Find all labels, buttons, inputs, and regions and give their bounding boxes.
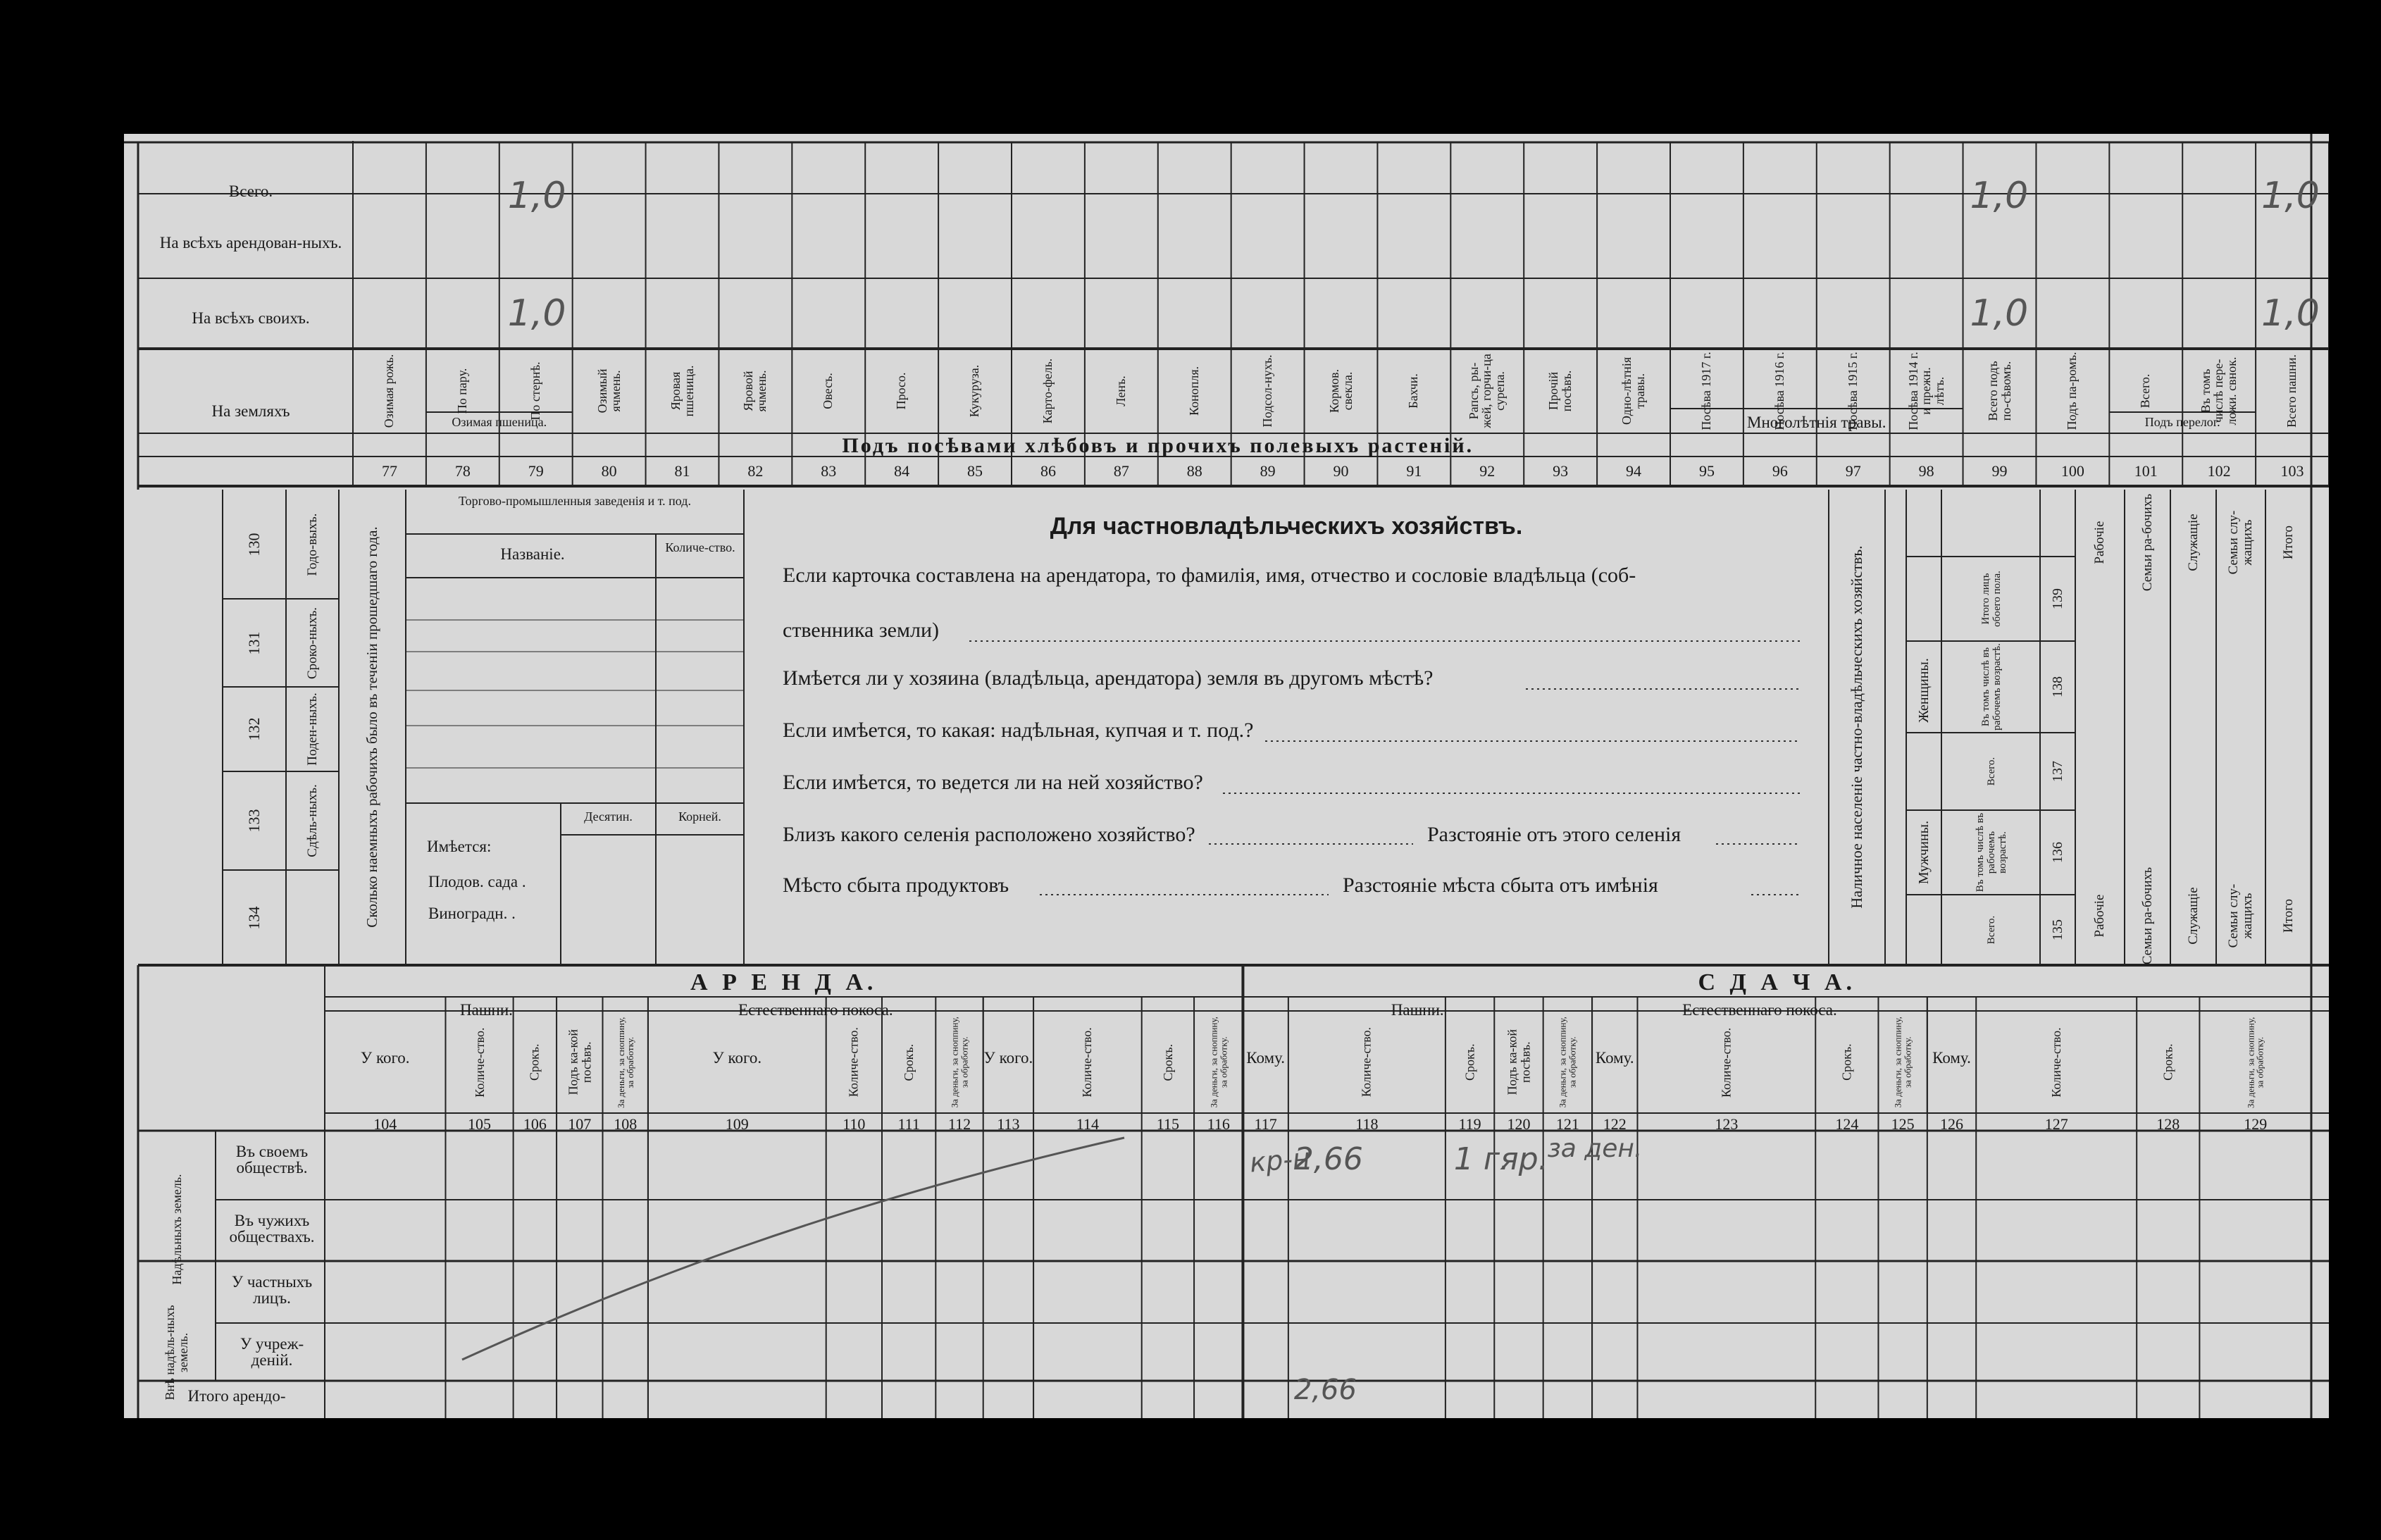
lease-hdr-117: Кому. [1246, 1049, 1286, 1067]
crop-header-77: Озимая рожь. [382, 354, 397, 428]
winter-wheat-label: Озимая пшеница. [452, 415, 547, 429]
trade-qty-header: Количе-ство. [665, 540, 735, 554]
crop-col-num-100: 100 [2060, 462, 2084, 480]
private-line-5: Близъ какого селенiя расположено хозяйство? [783, 823, 1195, 846]
lease-num-118: 118 [1355, 1115, 1379, 1133]
lease-hdr-128: Срокъ. [2161, 1043, 2175, 1081]
desyatin-header: Десятин. [584, 809, 633, 824]
sdacha-banner: С Д А Ч А. [1698, 969, 1856, 995]
staff-bottom-0: Рабочiе [2092, 894, 2108, 938]
hw-rent-118: 2,66 [1293, 1141, 1363, 1177]
lease-hdr-116: За деньги, за сноппину, за обработку. [1208, 1017, 1229, 1108]
staff-top-3: Семьи слу-жащихъ [2226, 510, 2255, 575]
lease-hdr-105: Количе-ство. [472, 1027, 487, 1098]
row-rented-label: На всѣхъ арендован-ныхъ. [159, 234, 342, 252]
hw-total-79: 1,0 [507, 175, 566, 217]
lease-num-106: 106 [523, 1115, 547, 1133]
crop-header-103: Всего пашни. [2284, 354, 2299, 428]
staff-top-1: Семьи ра-бочихъ [2139, 493, 2155, 592]
crop-col-num-90: 90 [1333, 462, 1349, 480]
staff-bottom-4: Итого [2280, 898, 2296, 933]
private-line-8: Разстоянiе мѣста сбыта отъ имѣнiя [1343, 874, 1658, 897]
lease-num-113: 113 [997, 1115, 1020, 1133]
worker-num-133: 133 [245, 809, 263, 833]
row-own-label: На всѣхъ своихъ. [192, 309, 310, 327]
hw-rent-120: яр. [1500, 1141, 1548, 1177]
hw-own-99: 1,0 [1970, 292, 2029, 335]
lease-hdr-107: Подъ ка-кой посѣвъ. [565, 1029, 593, 1095]
crop-col-num-96: 96 [1772, 462, 1788, 480]
crop-header-100: Подъ па-ромъ. [2065, 352, 2080, 430]
crop-col-num-85: 85 [967, 462, 983, 480]
staff-top-4: Итого [2280, 525, 2296, 560]
pop-col-label-139: Итого лицъ обоего пола. [1980, 571, 2003, 627]
hw-rent-121: за ден. [1547, 1134, 1643, 1163]
lease-hdr-119: Срокъ. [1462, 1043, 1477, 1081]
orchard-label: Плодов. сада . [428, 873, 526, 890]
has-label: Имѣется: [427, 838, 492, 855]
lease-hdr-104: У кого. [360, 1049, 410, 1067]
pop-col-num-139: 139 [2049, 588, 2065, 609]
pop-col-label-136: Въ томъ числѣ въ рабочемъ возрастѣ. [1975, 812, 2008, 893]
lease-num-119: 119 [1458, 1115, 1481, 1133]
crop-col-num-92: 92 [1479, 462, 1496, 480]
lease-hdr-110: Количе-ство. [846, 1027, 861, 1098]
crop-header-88: Конопля. [1187, 366, 1202, 416]
pop-col-num-138: 138 [2049, 676, 2065, 697]
crop-col-num-102: 102 [2207, 462, 2231, 480]
row-total-label: Всего. [228, 182, 273, 200]
crop-col-num-89: 89 [1260, 462, 1276, 480]
lease-row-label-2: У частныхъ лицъ. [231, 1273, 313, 1307]
crop-header-94: Одно-лѣтнiя травы. [1620, 356, 1648, 426]
staff-bottom-3: Семьи слу-жащихъ [2226, 883, 2255, 948]
hw-total-118: 2,66 [1293, 1374, 1357, 1406]
lease-hdr-111: Срокъ. [901, 1043, 916, 1081]
crop-col-num-97: 97 [1845, 462, 1861, 480]
arenda-banner: А Р Е Н Д А. [690, 969, 878, 995]
census-card [124, 134, 2329, 1418]
trade-title: Торгово-промышленныя заведенiя и т. под. [459, 494, 691, 508]
lease-num-125: 125 [1891, 1115, 1915, 1133]
non-allotted-lands-label: Внѣ надѣль-ныхъ земель. [163, 1305, 190, 1401]
crop-header-97: Посѣва 1915 г. [1846, 352, 1860, 430]
lease-num-117: 117 [1254, 1115, 1277, 1133]
lease-num-120: 120 [1507, 1115, 1531, 1133]
row-lands-label: На земляхъ [211, 402, 290, 420]
crop-col-num-82: 82 [747, 462, 764, 480]
worker-label-131: Сроко-ныхъ. [305, 607, 321, 679]
lease-row-label-0: Въ своемъ обществѣ. [235, 1143, 309, 1176]
crop-header-95: Посѣва 1917 г. [1699, 352, 1714, 430]
worker-num-131: 131 [245, 631, 263, 654]
crop-col-num-87: 87 [1113, 462, 1129, 480]
crop-col-num-103: 103 [2280, 462, 2304, 480]
lease-hdr-126: Кому. [1932, 1049, 1971, 1067]
crop-header-80: Озимый ячмень. [595, 368, 623, 414]
hw-total-99: 1,0 [1970, 175, 2029, 217]
arenda-pokos-label: Естественнаго покоса. [738, 1001, 893, 1019]
crop-header-83: Овесъ. [821, 373, 835, 409]
crop-header-81: Яровая пшеница. [668, 365, 696, 417]
staff-top-2: Служащiе [2185, 514, 2201, 571]
pop-col-label-137: Всего. [1986, 757, 1998, 786]
pencil-cross-out-stroke [462, 1138, 1124, 1360]
worker-label-132: Поден-ныхъ. [305, 693, 321, 766]
worker-label-130: Годо-выхъ. [305, 513, 321, 576]
crop-header-98: Посѣва 1914 г. и прежн. лѣтъ. [1906, 352, 1947, 430]
lease-num-104: 104 [373, 1115, 397, 1133]
crop-header-89: Подсол-нухъ. [1260, 354, 1275, 428]
pop-col-label-138: Въ томъ числѣ въ рабочемъ возрастѣ. [1980, 643, 2003, 731]
crop-header-92: Рапсъ, ры-жей, горчи-ца сурепа. [1466, 354, 1507, 428]
lease-num-105: 105 [468, 1115, 492, 1133]
lease-hdr-124: Срокъ. [1839, 1043, 1854, 1081]
lease-num-129: 129 [2244, 1115, 2268, 1133]
population-title: Наличное населенiе частно-владѣльческихъ хозяйствъ. [1848, 545, 1866, 909]
lease-hdr-112: За деньги, за сноппину, за обработку. [949, 1017, 969, 1108]
crop-header-86: Карто-фель. [1040, 358, 1055, 424]
lease-hdr-114: Количе-ство. [1080, 1027, 1095, 1098]
under-crops-banner: Подъ посѣвами хлѣбовъ и прочихъ полевыхъ растенiй. [842, 434, 1474, 457]
lease-num-115: 115 [1156, 1115, 1179, 1133]
lease-total-label: Итого арендо- [187, 1387, 286, 1405]
lease-num-121: 121 [1555, 1115, 1579, 1133]
private-line-4: Если имѣется, то ведется ли на ней хозяйство? [783, 771, 1203, 794]
worker-label-133: Сдѣль-ныхъ. [305, 784, 321, 857]
hired-workers-label: Сколько наемныхъ рабочихъ было въ теченiи прошедшаго года. [363, 526, 380, 928]
crop-col-num-80: 80 [601, 462, 617, 480]
crop-col-num-98: 98 [1918, 462, 1934, 480]
crop-col-num-81: 81 [674, 462, 690, 480]
crop-header-82: Яровой ячмень. [741, 370, 769, 412]
lease-hdr-121: За деньги, за сноппину, за обработку. [1557, 1017, 1578, 1108]
lease-num-123: 123 [1715, 1115, 1739, 1133]
lease-hdr-109: У кого. [712, 1049, 762, 1067]
private-line-1: ственника земли) [783, 619, 939, 642]
crop-header-91: Бахчи. [1406, 373, 1421, 409]
crop-header-102: Въ томъ числѣ пере-ложи. свнок. [2198, 356, 2239, 426]
crop-col-num-99: 99 [1991, 462, 2008, 480]
crop-col-num-95: 95 [1698, 462, 1715, 480]
worker-num-132: 132 [245, 717, 263, 741]
lease-num-112: 112 [947, 1115, 971, 1133]
crop-header-96: Посѣва 1916 г. [1772, 352, 1787, 430]
private-line-6: Разстоянiе отъ этого селенiя [1427, 823, 1681, 846]
private-title: Для частновладѣльческихъ хозяйствъ. [1050, 513, 1523, 540]
lease-num-128: 128 [2156, 1115, 2180, 1133]
crop-header-87: Ленъ. [1114, 375, 1129, 406]
lease-num-110: 110 [843, 1115, 866, 1133]
staff-bottom-1: Семьи ра-бочихъ [2139, 867, 2155, 965]
crop-header-79: По стернѣ. [528, 361, 543, 421]
crop-col-num-79: 79 [528, 462, 544, 480]
hw-rent-117: кр-н [1248, 1142, 1312, 1179]
pop-col-num-135: 135 [2049, 919, 2065, 940]
crop-col-num-94: 94 [1626, 462, 1642, 480]
pop-col-label-135: Всего. [1986, 915, 1998, 945]
hw-total-103: 1,0 [2261, 175, 2320, 217]
lease-num-122: 122 [1603, 1115, 1627, 1133]
allotted-lands-label: Надѣльныхъ земель. [169, 1174, 184, 1285]
crop-col-num-93: 93 [1553, 462, 1569, 480]
crop-header-85: Кукуруза. [967, 364, 982, 418]
lease-hdr-106: Срокъ. [527, 1043, 542, 1081]
crop-header-99: Всего подъ по-сѣвомъ. [1985, 361, 2013, 421]
hw-own-103: 1,0 [2261, 292, 2320, 335]
sdacha-pokos-label: Естественнаго покоса. [1682, 1001, 1837, 1019]
lease-num-107: 107 [568, 1115, 592, 1133]
sdacha-pashni-label: Пашни. [1391, 1001, 1444, 1019]
women-label: Женщины. [1915, 658, 1932, 723]
fallow-label: Подъ перелог. [2144, 415, 2220, 429]
lease-hdr-129: За деньги, за сноппину, за обработку. [2245, 1017, 2265, 1108]
lease-hdr-113: У кого. [983, 1049, 1033, 1067]
lease-num-127: 127 [2044, 1115, 2068, 1133]
lease-num-124: 124 [1835, 1115, 1859, 1133]
lease-hdr-118: Количе-ство. [1359, 1027, 1374, 1098]
lease-num-114: 114 [1076, 1115, 1099, 1133]
lease-row-label-1: Въ чужихъ обществахъ. [229, 1212, 315, 1246]
crop-col-num-86: 86 [1040, 462, 1056, 480]
lease-num-111: 111 [897, 1115, 920, 1133]
vineyard-label: Виноградн. . [428, 905, 516, 922]
lease-row-label-3: У учреж-денiй. [240, 1335, 304, 1369]
crop-col-num-101: 101 [2134, 462, 2158, 480]
crop-header-90: Кормов. свекла. [1326, 368, 1355, 414]
lease-hdr-123: Количе-ство. [1719, 1027, 1734, 1098]
staff-top-0: Рабочiе [2092, 521, 2108, 564]
perennial-label: Многолѣтнiя травы. [1747, 414, 1886, 431]
trade-name-header: Названiе. [500, 545, 565, 563]
worker-num-130: 130 [245, 533, 263, 556]
roots-header: Корней. [678, 809, 721, 824]
arenda-pashni-label: Пашни. [460, 1001, 513, 1019]
crop-col-num-88: 88 [1186, 462, 1202, 480]
private-line-7: Мѣсто сбыта продуктовъ [783, 874, 1009, 897]
lease-hdr-115: Срокъ. [1160, 1043, 1175, 1081]
crop-header-78: По пару. [455, 368, 470, 414]
men-label: Мужчины. [1915, 820, 1932, 885]
hw-rent-119: 1 г. [1453, 1141, 1510, 1177]
crop-header-84: Просо. [894, 372, 909, 410]
lease-num-108: 108 [614, 1115, 638, 1133]
lease-hdr-125: За деньги, за сноппину, за обработку. [1892, 1017, 1913, 1108]
hw-own-79: 1,0 [507, 292, 566, 335]
crop-header-101: Всего. [2138, 373, 2153, 409]
staff-bottom-2: Служащiе [2185, 887, 2201, 945]
worker-num-134: 134 [245, 906, 263, 929]
lease-hdr-108: За деньги, за сноппину, за обработку. [615, 1017, 635, 1108]
pop-col-num-136: 136 [2049, 842, 2065, 863]
lease-hdr-127: Количе-ство. [2049, 1027, 2063, 1098]
pop-col-num-137: 137 [2049, 761, 2065, 782]
lease-num-109: 109 [725, 1115, 749, 1133]
private-line-0: Если карточка составлена на арендатора, то фамилiя, имя, отчество и сословiе владѣльца (соб- [783, 564, 1636, 587]
crop-col-num-77: 77 [381, 462, 397, 480]
crop-col-num-91: 91 [1406, 462, 1422, 480]
crop-col-num-83: 83 [821, 462, 837, 480]
private-line-3: Если имѣется, то какая: надѣльная, купчая и т. под.? [783, 719, 1254, 742]
private-line-2: Имѣется ли у хозяина (владѣльца, арендатора) земля въ другомъ мѣстѣ? [783, 666, 1434, 690]
lease-num-116: 116 [1207, 1115, 1230, 1133]
crop-col-num-84: 84 [894, 462, 910, 480]
lease-hdr-122: Кому. [1595, 1049, 1634, 1067]
lease-num-126: 126 [1940, 1115, 1964, 1133]
lease-hdr-120: Подъ ка-кой посѣвъ. [1505, 1029, 1532, 1095]
crop-header-93: Прочiй посѣвъ. [1546, 370, 1574, 412]
crop-col-num-78: 78 [454, 462, 471, 480]
